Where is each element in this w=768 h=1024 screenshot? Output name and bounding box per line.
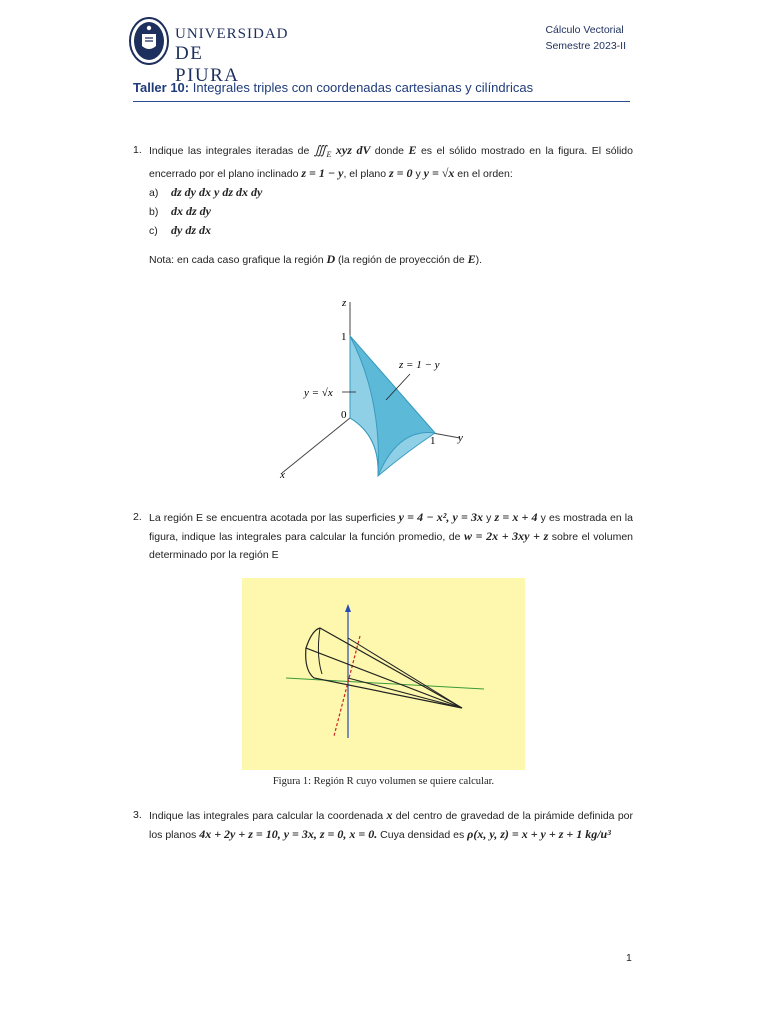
question-text: La región E se encuentra acotada por las superficies y = 4 − x², y = 3x y z = x + 4 y es mostrada en la figura, indique las integrales para calcular la función promedio, de w = 2x + 3xy + z sobre el volumen determinado por la región E	[149, 510, 633, 561]
page-title	[133, 80, 533, 95]
option-a: a) dz dy dx y dz dx dy	[149, 185, 263, 200]
course-name: Cálculo Vectorial	[545, 24, 624, 36]
y-tick-1: 1	[430, 435, 436, 447]
z-axis-label: z	[342, 297, 347, 309]
title-underline	[133, 101, 630, 102]
curve-label: y = √x	[304, 387, 333, 399]
course-info	[545, 22, 626, 54]
question-number: 2.	[133, 511, 142, 523]
title-text: Integrales triples con coordenadas cartesianas y cilíndricas	[192, 80, 534, 95]
triple-integral-symbol: ∭	[313, 143, 327, 157]
region-figure	[242, 578, 525, 770]
question-number: 3.	[133, 809, 142, 821]
university-logo	[128, 16, 289, 86]
solid-base-edge	[348, 678, 462, 708]
solid-figure	[270, 288, 482, 482]
university-name-line2: DE PIURA	[175, 43, 240, 86]
integrand: xyz dV	[331, 143, 375, 157]
region-figure-drawing	[242, 578, 525, 770]
option-c: c) dy dz dx	[149, 223, 211, 238]
title-label: Taller 10:	[133, 80, 190, 95]
figure-caption: Figura 1: Región R cuyo volumen se quiere calcular.	[272, 776, 495, 787]
inclined-plane-eq: z = 1 − y	[301, 166, 344, 181]
y-axis-label: y	[458, 432, 463, 444]
solid-edge	[348, 638, 462, 708]
solid-curve	[318, 628, 322, 674]
note: Nota: en cada caso grafique la región D (la región de proyección de E).	[149, 252, 483, 267]
z-axis-arrow-icon	[345, 604, 351, 612]
option-b: b) dx dz dy	[149, 204, 211, 219]
question-text: Indique las integrales iteradas de $∭_E$ xyz dV donde E es el sólido mostrado en la figura. El sólido encerrado por el plano inclinado z = 1 − y, el plano z = 0 y y = √x en el orden: a) dz dy dx y dz dx dy b) dx dz dy c) dy dz dx Nota: en cada caso grafique la región D (la región de proyección de E).	[149, 141, 633, 269]
semester: Semestre 2023-II	[545, 40, 626, 52]
origin-label: 0	[341, 409, 347, 421]
question-text: Indique las integrales para calcular la coordenada x del centro de gravedad de la pirámide definida por los planos 4x + 2y + z = 10, y = 3x, z = 0, x = 0. Cuya densidad es ρ(x, y, z) = x + y + z + 1 kg/u³	[149, 808, 633, 841]
page-number: 1	[626, 952, 632, 964]
university-seal-icon	[128, 16, 170, 66]
solid-top	[306, 628, 462, 708]
x-axis-label: x	[280, 469, 285, 481]
z-tick-1: 1	[341, 331, 347, 343]
university-name-line1: UNIVERSIDAD	[175, 26, 289, 42]
plane-label: z = 1 − y	[399, 359, 440, 371]
question-number: 1.	[133, 144, 142, 156]
